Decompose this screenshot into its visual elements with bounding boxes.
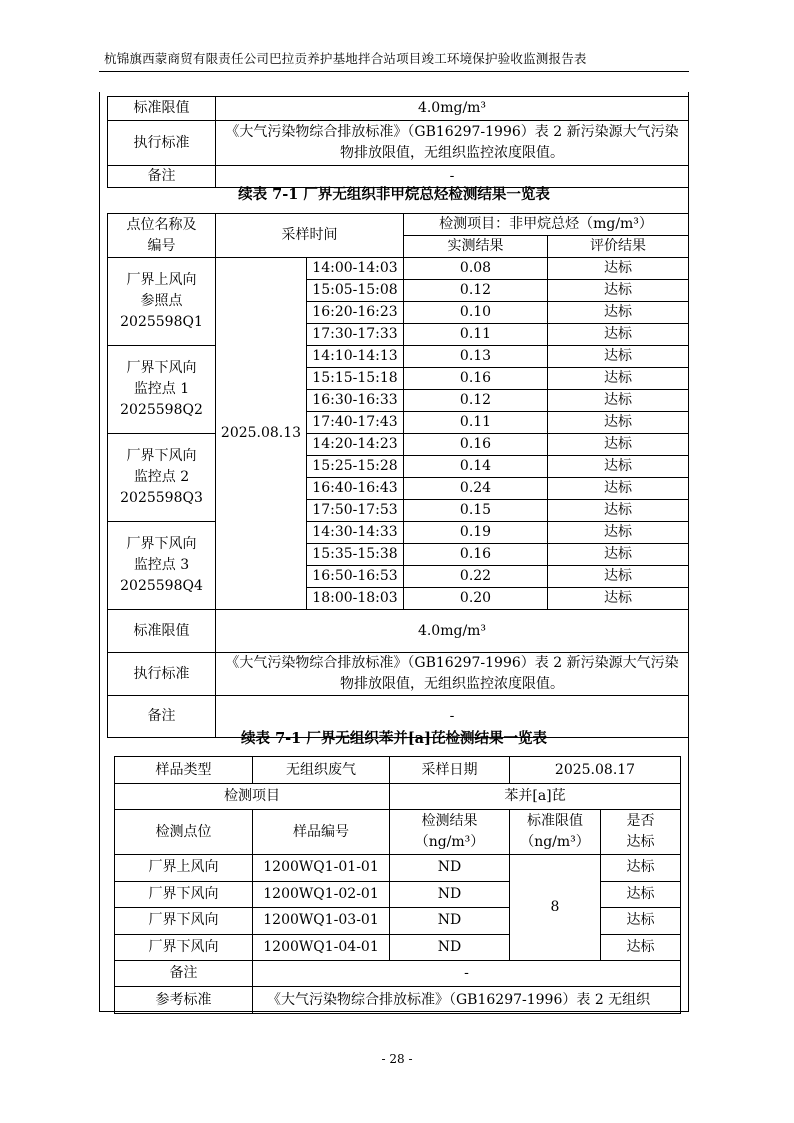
evaluation: 达标 (548, 544, 689, 566)
nmhc-table (107, 213, 689, 738)
evaluation: 达标 (548, 434, 689, 456)
measured-value: 0.13 (404, 346, 548, 368)
col-pass: 是否 达标 (601, 810, 681, 855)
evaluation: 达标 (548, 412, 689, 434)
head-eval: 评价结果 (548, 236, 689, 258)
sample-date-label: 采样日期 (390, 757, 510, 784)
table-row (115, 855, 681, 882)
note-label: 备注 (108, 166, 216, 188)
sample-type-label: 样品类型 (115, 757, 253, 784)
sample-time: 17:50-17:53 (307, 500, 404, 522)
sample-code: 1200WQ1-01-01 (253, 855, 390, 882)
measured-value: 0.12 (404, 390, 548, 412)
sample-time: 17:40-17:43 (307, 412, 404, 434)
sample-time: 15:25-15:28 (307, 456, 404, 478)
measured-value: 0.15 (404, 500, 548, 522)
t3-note-label: 备注 (115, 961, 253, 987)
sample-time: 14:10-14:13 (307, 346, 404, 368)
t3-ref-value: 《大气污染物综合排放标准》（GB16297-1996）表 2 无组织 (253, 987, 681, 1014)
limit-label: 标准限值 (108, 97, 216, 121)
detect-result: ND (390, 934, 510, 961)
measured-value: 0.10 (404, 302, 548, 324)
page-number: - 28 - (381, 1052, 413, 1066)
head-result: 实测结果 (404, 236, 548, 258)
note-value: - (216, 166, 689, 188)
head-item: 检测项目：非甲烷总烃（mg/m³） (404, 214, 689, 236)
t3-ref-label: 参考标准 (115, 987, 253, 1014)
evaluation: 达标 (548, 324, 689, 346)
report-header-title: 杭锦旗西蒙商贸有限责任公司巴拉贡养护基地拌合站项目竣工环境保护验收监测报告表 (104, 51, 587, 66)
col-code: 样品编号 (253, 810, 390, 855)
detect-result: ND (390, 908, 510, 935)
sample-time: 16:40-16:43 (307, 478, 404, 500)
evaluation: 达标 (548, 566, 689, 588)
sample-time: 16:30-16:33 (307, 390, 404, 412)
measured-value: 0.24 (404, 478, 548, 500)
sample-code: 1200WQ1-03-01 (253, 908, 390, 935)
standard-label: 执行标准 (108, 121, 216, 166)
sample-time: 15:35-15:38 (307, 544, 404, 566)
evaluation: 达标 (548, 280, 689, 302)
measured-value: 0.11 (404, 412, 548, 434)
measured-value: 0.16 (404, 368, 548, 390)
t2-standard-label: 执行标准 (108, 653, 216, 696)
t2-standard-value: 《大气污染物综合排放标准》（GB16297-1996）表 2 新污染源大气污染物排放限值，无组织监控浓度限值。 (216, 653, 689, 696)
sample-code: 1200WQ1-04-01 (253, 934, 390, 961)
pass-status: 达标 (601, 855, 681, 882)
item-label: 检测项目 (115, 784, 390, 810)
col-result: 检测结果 （ng/m³） (390, 810, 510, 855)
header-divider (99, 71, 689, 72)
evaluation: 达标 (548, 478, 689, 500)
table-row (108, 346, 689, 368)
point-name: 厂界上风向 参照点 2025598Q1 (108, 258, 216, 346)
t2-note-value: - (216, 696, 689, 738)
t2-limit-value: 4.0mg/m³ (216, 610, 689, 653)
pass-status: 达标 (601, 908, 681, 935)
sample-date: 2025.08.13 (216, 258, 307, 610)
evaluation: 达标 (548, 500, 689, 522)
measured-value: 0.11 (404, 324, 548, 346)
bap-table (114, 756, 681, 1014)
evaluation: 达标 (548, 456, 689, 478)
head-time: 采样时间 (216, 214, 404, 258)
sample-time: 15:15-15:18 (307, 368, 404, 390)
detect-point: 厂界下风向 (115, 934, 253, 961)
detect-point: 厂界下风向 (115, 881, 253, 908)
evaluation: 达标 (548, 390, 689, 412)
evaluation: 达标 (548, 522, 689, 544)
evaluation: 达标 (548, 368, 689, 390)
point-name: 厂界下风向 监控点 3 2025598Q4 (108, 522, 216, 610)
evaluation: 达标 (548, 258, 689, 280)
sample-time: 14:20-14:23 (307, 434, 404, 456)
table2-caption: 续表 7-1 厂界无组织非甲烷总烃检测结果一览表 (238, 186, 550, 203)
sample-time: 14:00-14:03 (307, 258, 404, 280)
detect-point: 厂界下风向 (115, 908, 253, 935)
head-point: 点位名称及 编号 (108, 214, 216, 258)
measured-value: 0.08 (404, 258, 548, 280)
pass-status: 达标 (601, 934, 681, 961)
standard-value: 《大气污染物综合排放标准》（GB16297-1996）表 2 新污染源大气污染物排放限值，无组织监控浓度限值。 (216, 121, 689, 166)
col-point: 检测点位 (115, 810, 253, 855)
limit-value: 4.0mg/m³ (216, 97, 689, 121)
sample-time: 14:30-14:33 (307, 522, 404, 544)
t2-note-label: 备注 (108, 696, 216, 738)
top-table (107, 96, 689, 188)
sample-date-value: 2025.08.17 (510, 757, 681, 784)
detect-result: ND (390, 881, 510, 908)
t3-note-value: - (253, 961, 681, 987)
col-limit: 标准限值 （ng/m³） (510, 810, 601, 855)
table-row (108, 522, 689, 544)
table3-caption: 续表 7-1 厂界无组织苯并[a]芘检测结果一览表 (241, 730, 547, 747)
item-value: 苯并[a]芘 (390, 784, 681, 810)
pass-status: 达标 (601, 881, 681, 908)
evaluation: 达标 (548, 588, 689, 610)
table-row (108, 434, 689, 456)
sample-time: 16:20-16:23 (307, 302, 404, 324)
measured-value: 0.22 (404, 566, 548, 588)
sample-time: 16:50-16:53 (307, 566, 404, 588)
t2-limit-label: 标准限值 (108, 610, 216, 653)
measured-value: 0.14 (404, 456, 548, 478)
measured-value: 0.12 (404, 280, 548, 302)
sample-type-value: 无组织废气 (253, 757, 390, 784)
sample-time: 17:30-17:33 (307, 324, 404, 346)
measured-value: 0.16 (404, 434, 548, 456)
sample-time: 18:00-18:03 (307, 588, 404, 610)
evaluation: 达标 (548, 302, 689, 324)
standard-limit: 8 (510, 855, 601, 961)
detect-point: 厂界上风向 (115, 855, 253, 882)
measured-value: 0.20 (404, 588, 548, 610)
point-name: 厂界下风向 监控点 2 2025598Q3 (108, 434, 216, 522)
measured-value: 0.16 (404, 544, 548, 566)
detect-result: ND (390, 855, 510, 882)
measured-value: 0.19 (404, 522, 548, 544)
evaluation: 达标 (548, 346, 689, 368)
point-name: 厂界下风向 监控点 1 2025598Q2 (108, 346, 216, 434)
table-row (108, 258, 689, 280)
sample-time: 15:05-15:08 (307, 280, 404, 302)
sample-code: 1200WQ1-02-01 (253, 881, 390, 908)
